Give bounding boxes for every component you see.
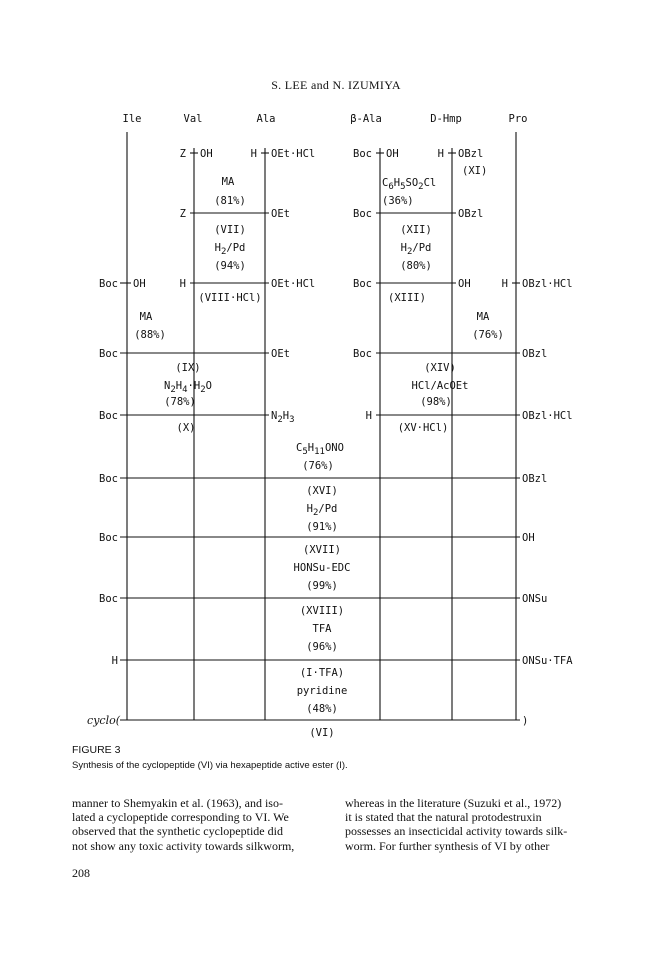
body-line: it is stated that the natural protodestruxin [345, 810, 542, 825]
scheme-label: H [501, 278, 508, 290]
scheme-label: OBzl [458, 208, 484, 220]
scheme-label: (VII) [214, 224, 246, 236]
column-header-ile: Ile [122, 113, 142, 125]
scheme-label: Boc [99, 593, 118, 605]
scheme-label: (96%) [306, 641, 338, 653]
scheme-label: Boc [353, 148, 372, 160]
scheme-label: OBzl [522, 473, 548, 485]
scheme-label: (78%) [164, 396, 196, 408]
body-line: not show any toxic activity towards silkworm, [72, 838, 295, 853]
scheme-label: OEt·HCl [271, 148, 316, 160]
scheme-label: (XV·HCl) [397, 422, 449, 434]
scheme-label: H [365, 410, 372, 422]
scheme-label: Boc [99, 410, 118, 422]
scheme-label: (XVI) [306, 485, 338, 497]
scheme-label: H2/Pd [400, 242, 432, 257]
scheme-label: (VI) [309, 727, 335, 739]
body-line: worm. For further synthesis of VI by other [345, 838, 550, 853]
scheme-label: Boc [353, 278, 372, 290]
scheme-label: H [111, 655, 118, 667]
body-line: possesses an insecticidal activity towards silk- [345, 824, 568, 839]
figure-caption: Synthesis of the cyclopeptide (VI) via hexapeptide active ester (I). [72, 760, 348, 771]
scheme-label: OH [200, 148, 213, 160]
scheme-label: (X) [176, 422, 196, 434]
scheme-label: (98%) [420, 396, 452, 408]
scheme-label: ) [522, 715, 529, 727]
scheme-label: pyridine [296, 685, 348, 697]
scheme-label: Boc [353, 208, 372, 220]
scheme-label: (48%) [306, 703, 338, 715]
column-header-d-hmp: D-Hmp [430, 113, 462, 125]
scheme-label: (I·TFA) [299, 667, 345, 679]
scheme-label: H [250, 148, 257, 160]
scheme-label: (88%) [134, 329, 166, 341]
scheme-label: (IX) [175, 362, 201, 374]
scheme-label: MA [139, 311, 153, 323]
scheme-label: (76%) [302, 460, 334, 472]
column-header-beta-ala: β-Ala [350, 113, 382, 125]
scheme-label: (XI) [462, 165, 488, 177]
scheme-label: Boc [99, 348, 118, 360]
body-line: whereas in the literature (Suzuki et al., 1972) [345, 796, 562, 810]
running-header: S. LEE and N. IZUMIYA [271, 78, 401, 92]
scheme-label: Boc [353, 348, 372, 360]
scheme-label: OEt [271, 208, 290, 220]
scheme-label: (36%) [382, 195, 414, 207]
scheme-label: (80%) [400, 260, 432, 272]
scheme-label: Boc [99, 473, 118, 485]
scheme-label: (VIII·HCl) [198, 292, 262, 304]
scheme-label: OH [133, 278, 146, 290]
body-text-left-column [72, 796, 337, 853]
scheme-label: cyclo( [87, 714, 120, 727]
scheme-label: OEt·HCl [271, 278, 316, 290]
scheme-label: ONSu [522, 593, 548, 605]
scheme-label: (XII) [400, 224, 432, 236]
scheme-label: C5H11ONO [296, 442, 344, 457]
scheme-label: Z [179, 148, 186, 160]
scheme-label: MA [221, 176, 235, 188]
body-line: observed that the synthetic cyclopeptide did [72, 824, 283, 839]
scheme-label: OBzl [458, 148, 484, 160]
scheme-label: (XIV) [424, 362, 456, 374]
scheme-label: Z [179, 208, 186, 220]
body-line: manner to Shemyakin et al. (1963), and iso- [72, 796, 283, 810]
scheme-label: OH [458, 278, 471, 290]
scheme-label: H2/Pd [306, 503, 338, 518]
scheme-label: Boc [99, 278, 118, 290]
scheme-label: OEt [271, 348, 290, 360]
scheme-label: OBzl·HCl [522, 278, 573, 290]
scheme-label: TFA [312, 623, 332, 635]
scheme-label: H [437, 148, 444, 160]
scheme-label: OH [522, 532, 535, 544]
scheme-label: (99%) [306, 580, 338, 592]
column-header-ala: Ala [256, 113, 276, 125]
scheme-label: N2H3 [271, 410, 295, 425]
scheme-label: OH [386, 148, 399, 160]
scheme-label: (XVII) [303, 544, 341, 556]
page-number: 208 [72, 866, 90, 880]
scheme-label: OBzl·HCl [522, 410, 573, 422]
scheme-label: (91%) [306, 521, 338, 533]
body-text-right-column [345, 796, 610, 853]
scheme-label: (XIII) [388, 292, 426, 304]
scheme-label: N2H4·H2O [164, 380, 212, 395]
scheme-label: (81%) [214, 195, 246, 207]
scheme-label: H [179, 278, 186, 290]
figure-label: FIGURE 3 [72, 744, 121, 756]
column-header-val: Val [183, 113, 203, 125]
scheme-label: (94%) [214, 260, 246, 272]
scheme-label: Boc [99, 532, 118, 544]
scheme-label: OBzl [522, 348, 548, 360]
column-header-pro: Pro [508, 113, 528, 125]
scheme-label: C6H5SO2Cl [382, 177, 437, 192]
scheme-label: (XVIII) [299, 605, 345, 617]
scheme-label: HCl/AcOEt [411, 380, 469, 392]
scheme-label: MA [476, 311, 490, 323]
scheme-label: ONSu·TFA [522, 655, 573, 667]
body-line: lated a cyclopeptide corresponding to VI. We [72, 810, 289, 825]
scheme-label: H2/Pd [214, 242, 246, 257]
scheme-label: HONSu-EDC [293, 562, 351, 574]
scheme-label: (76%) [472, 329, 504, 341]
